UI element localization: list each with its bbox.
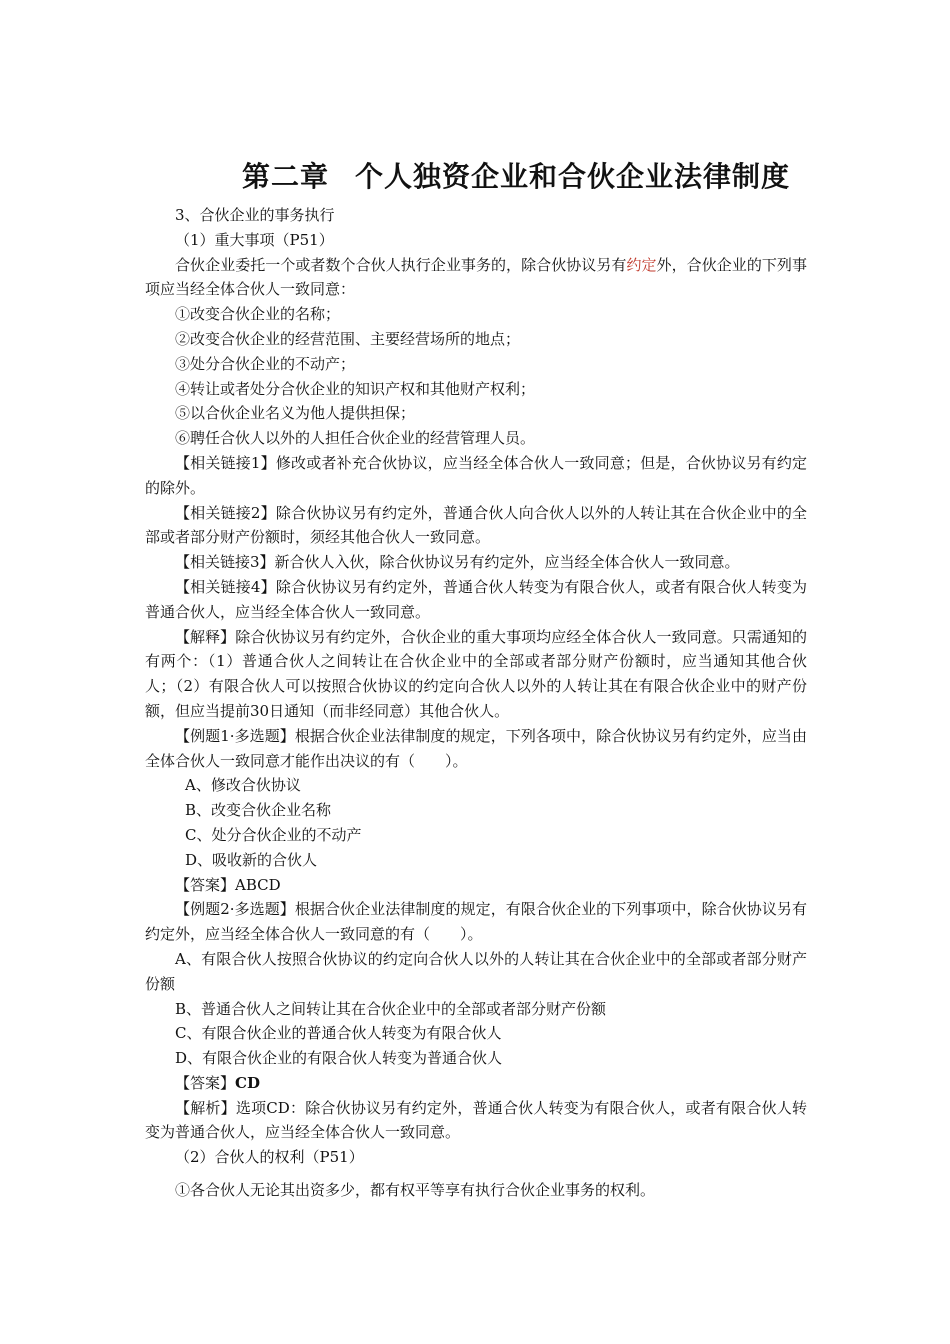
example-1-option: A、修改合伙协议 <box>185 776 301 795</box>
related-link-4: 【相关链接4】除合伙协议另有约定外，普通合伙人转变为有限合伙人，或者有限合伙人转变为普通合伙人，应当经全体合伙人一致同意。 <box>145 577 807 621</box>
example-1-answer: 【答案】ABCD <box>175 875 281 894</box>
chapter-number: 第二章 <box>242 160 330 193</box>
chapter-name: 个人独资企业和合伙企业法律制度 <box>355 160 791 193</box>
example-1-option: C、处分合伙企业的不动产 <box>185 825 362 844</box>
example-1-option: D、吸收新的合伙人 <box>185 850 318 869</box>
example-1-question: 【例题1·多选题】根据合伙企业法律制度的规定，下列各项中，除合伙协议另有约定外，应当由全体合伙人一致同意才能作出决议的有（ ）。 <box>145 726 807 770</box>
list-item: ①各合伙人无论其出资多少，都有权平等享有执行合伙企业事务的权利。 <box>175 1181 656 1200</box>
example-2-question: 【例题2·多选题】根据合伙企业法律制度的规定，有限合伙企业的下列事项中，除合伙协议另有约定外，应当经全体合伙人一致同意的有（ ）。 <box>145 900 807 944</box>
list-item: ②改变合伙企业的经营范围、主要经营场所的地点； <box>175 329 521 348</box>
list-item: ⑤以合伙企业名义为他人提供担保； <box>175 404 416 423</box>
chapter-title <box>242 155 790 195</box>
related-link-2: 【相关链接2】除合伙协议另有约定外，普通合伙人向合伙人以外的人转让其在合伙企业中的全部或者部分财产份额时，须经其他合伙人一致同意。 <box>145 503 807 547</box>
intro-paragraph: 合伙企业委托一个或者数个合伙人执行企业事务的，除合伙协议另有约定外，合伙企业的下列事项应当经全体合伙人一致同意： <box>145 255 807 299</box>
highlighted-term: 约定 <box>626 255 657 274</box>
example-1-option: B、改变合伙企业名称 <box>185 801 332 820</box>
list-item: ⑥聘任合伙人以外的人担任合伙企业的经营管理人员。 <box>175 429 536 448</box>
list-item: ①改变合伙企业的名称； <box>175 305 341 324</box>
list-item: ③处分合伙企业的不动产； <box>175 354 356 373</box>
example-2-analysis: 【解析】选项CD：除合伙协议另有约定外，普通合伙人转变为有限合伙人，或者有限合伙人转变为普通合伙人，应当经全体合伙人一致同意。 <box>145 1098 807 1142</box>
example-2-answer: 【答案】CD <box>175 1073 260 1092</box>
related-link-1: 【相关链接1】修改或者补充合伙协议，应当经全体合伙人一致同意；但是，合伙协议另有约定的除外。 <box>145 453 807 497</box>
section-heading: 3、合伙企业的事务执行 <box>175 206 335 224</box>
document-body <box>145 203 807 1203</box>
example-2-option: A、有限合伙人按照合伙协议的约定向合伙人以外的人转让其在合伙企业中的全部或者部分财产份额 <box>145 949 807 993</box>
subsection-heading: （2）合伙人的权利（P51） <box>175 1148 364 1167</box>
related-link-3: 【相关链接3】新合伙人入伙，除合伙协议另有约定外，应当经全体合伙人一致同意。 <box>175 553 740 572</box>
example-2-option: D、有限合伙企业的有限合伙人转变为普通合伙人 <box>175 1049 503 1068</box>
explanation: 【解释】除合伙协议另有约定外，合伙企业的重大事项均应经全体合伙人一致同意。只需通知的有两个：（1）普通合伙人之间转让在合伙企业中的全部或者部分财产份额时，应当通知其他合伙人；（2）有限合伙人可以按照合伙协议的约定向合伙人以外的人转让其在有限合伙企业中的财产份额，但应当提前30日通知（而非经同意）其他合伙人。 <box>145 627 807 720</box>
list-item: ④转让或者处分合伙企业的知识产权和其他财产权利； <box>175 379 536 398</box>
example-2-option: B、普通合伙人之间转让其在合伙企业中的全部或者部分财产份额 <box>175 999 607 1018</box>
example-2-option: C、有限合伙企业的普通合伙人转变为有限合伙人 <box>175 1024 502 1043</box>
subsection-heading: （1）重大事项（P51） <box>175 230 334 249</box>
